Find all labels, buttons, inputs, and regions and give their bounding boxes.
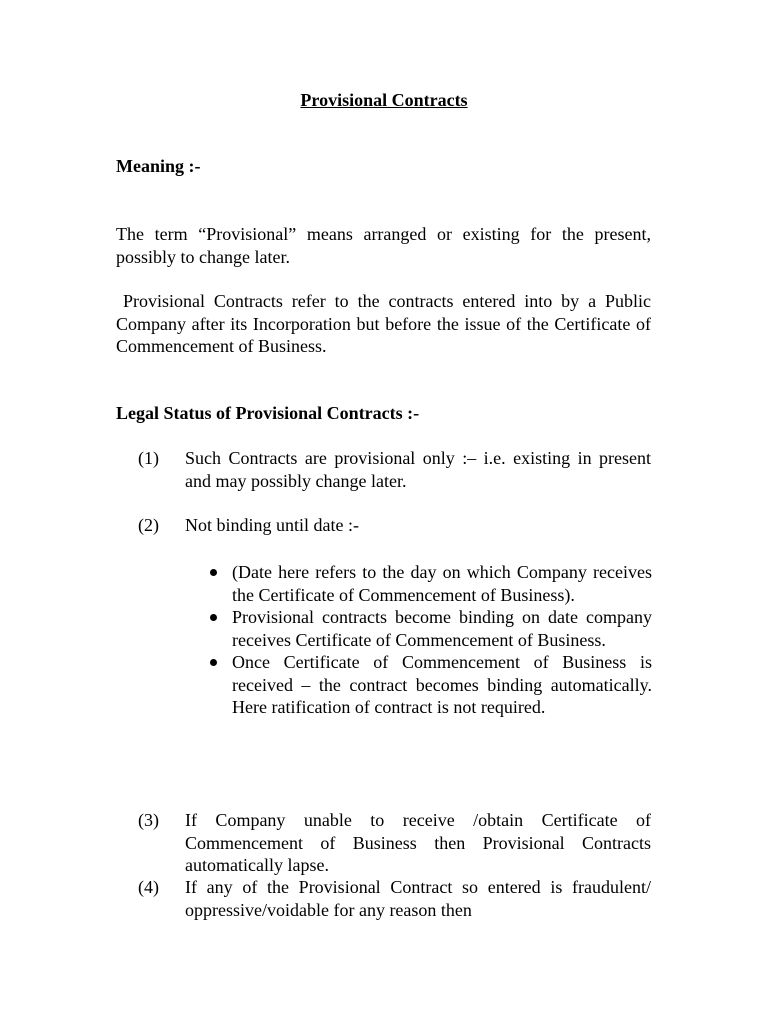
item-number: (2) [138,515,159,535]
bullet-list [208,561,652,719]
item-text: Such Contracts are provisional only :– i.e. existing in present and may possibly change later. [185,448,651,491]
bullet-text: Provisional contracts become binding on date company receives Certificate of Commencement of Business. [232,607,652,650]
meaning-paragraph-1: The term “Provisional” means arranged or existing for the present, possibly to change later. [116,224,651,267]
item-number: (1) [138,448,159,468]
numbered-item-4 [138,876,651,921]
bullet-text: Once Certificate of Commencement of Business is received – the contract becomes binding automatically. Here ratification of contract is not required. [232,652,652,717]
numbered-item-2 [138,514,651,537]
numbered-item-1 [138,447,651,492]
item-text: If any of the Provisional Contract so entered is fraudulent/ oppressive/voidable for any reason then [185,877,651,920]
document-title: Provisional Contracts [300,90,468,110]
bullet-icon [210,659,217,666]
bullet-item-3 [208,651,652,719]
legal-status-heading: Legal Status of Provisional Contracts :- [116,403,420,423]
numbered-item-3 [138,809,651,877]
bullet-text: (Date here refers to the day on which Company receives the Certificate of Commencement of Business). [232,562,652,605]
meaning-heading: Meaning :- [116,156,201,176]
item-text: If Company unable to receive /obtain Certificate of Commencement of Business then Provisional Contracts automatically lapse. [185,810,651,875]
bullet-icon [210,569,217,576]
item-number: (3) [138,810,159,830]
item-text: Not binding until date :- [185,515,359,535]
bullet-item-2 [208,606,652,651]
bullet-icon [210,614,217,621]
meaning-paragraph-2: Provisional Contracts refer to the contracts entered into by a Public Company after its Incorporation but before the issue of the Certificate of Commencement of Business. [116,291,651,356]
bullet-item-1 [208,561,652,606]
item-number: (4) [138,877,159,897]
